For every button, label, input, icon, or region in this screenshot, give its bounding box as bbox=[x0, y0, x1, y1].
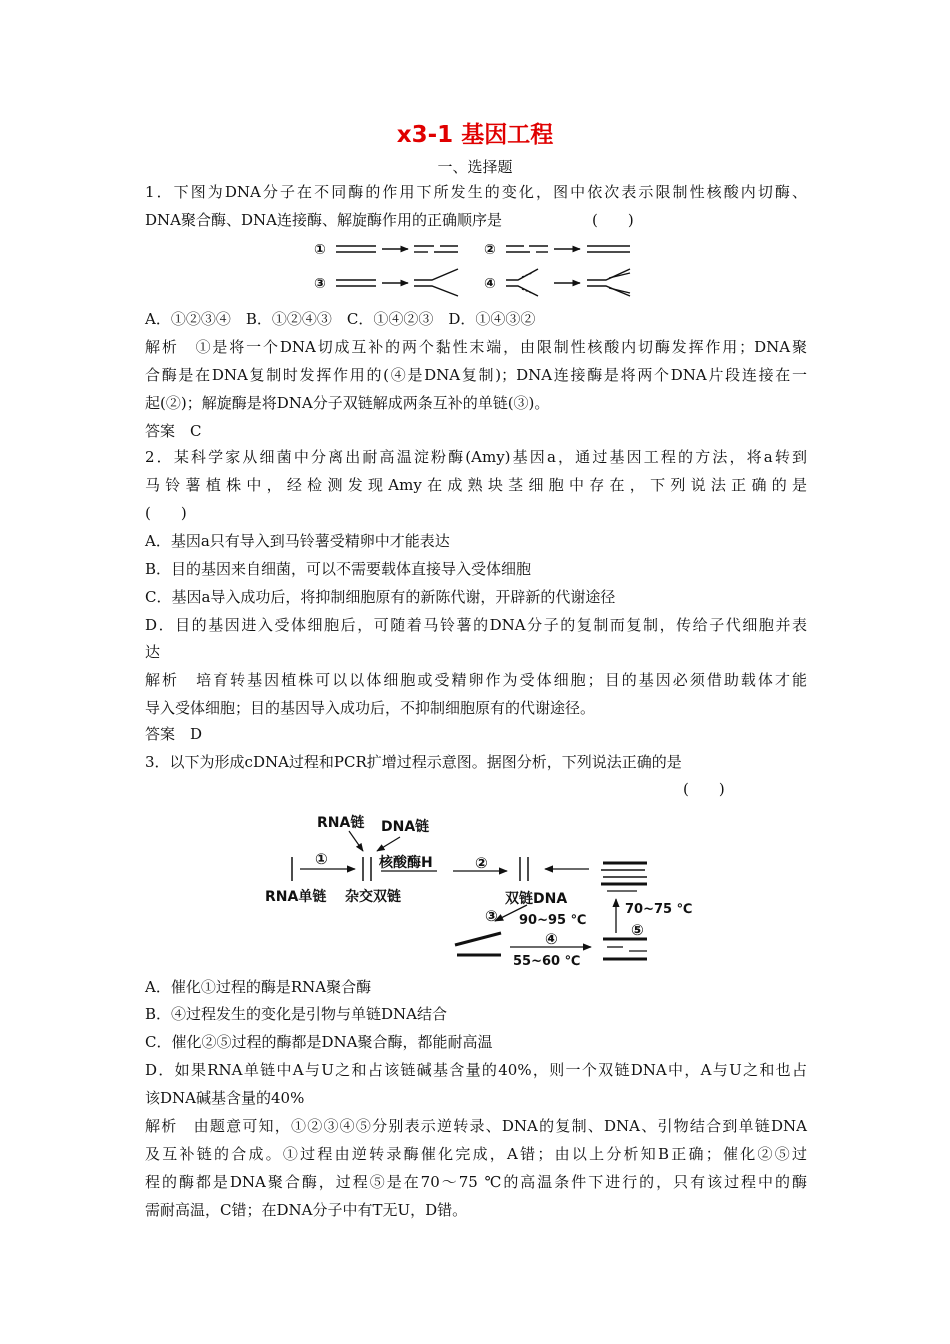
q2-option-d-line2: 达 bbox=[145, 643, 161, 661]
q3-analysis-line1: 解析 由题意可知，①②③④⑤分别表示逆转录、DNA的复制、DNA、引物结合到单链DNA bbox=[145, 1117, 807, 1135]
page-title: x3-1 基因工程 bbox=[396, 122, 554, 148]
q2-analysis-line2: 导入受体细胞；目的基因导入成功后，不抑制细胞原有的代谢途径。 bbox=[145, 699, 596, 717]
q3-label-rna-single: RNA单链 bbox=[265, 889, 327, 905]
q3-label-step5: ⑤ bbox=[631, 921, 644, 939]
q2-option-a: A．基因a只有导入到马铃薯受精卵中才能表达 bbox=[145, 532, 450, 550]
q1-options: A．①②③④ B．①②④③ C．①④②③ D．①④③② bbox=[145, 310, 536, 328]
q3-label-temp4: 55~60 ℃ bbox=[513, 954, 581, 969]
q3-option-c: C．催化②⑤过程的酶都是DNA聚合酶，都能耐高温 bbox=[145, 1033, 493, 1051]
q3-analysis-line3: 程的酶都是DNA聚合酶，过程⑤是在70～75 ℃的高温条件下进行的，只有该过程中的酶 bbox=[145, 1173, 807, 1191]
q3-label-step3: ③ bbox=[485, 907, 498, 925]
q2-stem-line2: 马铃薯植株中，经检测发现Amy在成熟块茎细胞中存在，下列说法正确的是 bbox=[145, 476, 807, 494]
q3-option-d-line1: D．如果RNA单链中A与U之和占该链碱基含量的40%，则一个双链DNA中，A与U之和也占 bbox=[145, 1061, 807, 1079]
q1-analysis-line2: 合酶是在DNA复制时发挥作用的(④是DNA复制)；DNA连接酶是将两个DNA片段连接在一 bbox=[145, 366, 807, 384]
q3-label-hybrid: 杂交双链 bbox=[345, 889, 401, 905]
q2-analysis-line1: 解析 培育转基因植株可以以体细胞或受精卵作为受体细胞；目的基因必须借助载体才能 bbox=[145, 671, 807, 689]
q3-label-step1: ① bbox=[315, 850, 328, 868]
q2-stem-line3: ( ) bbox=[145, 504, 187, 522]
q2-stem-line1: 2．某科学家从细菌中分离出耐高温淀粉酶(Amy)基因a，通过基因工程的方法，将a转到 bbox=[145, 448, 807, 466]
q3-label-step4: ④ bbox=[545, 930, 558, 948]
q2-option-c: C．基因a导入成功后，将抑制细胞原有的新陈代谢，开辟新的代谢途径 bbox=[145, 588, 616, 606]
q3-stem-line1: 3．以下为形成cDNA过程和PCR扩增过程示意图。据图分析，下列说法正确的是 bbox=[145, 753, 682, 771]
q3-analysis-line4: 需耐高温，C错；在DNA分子中有T无U，D错。 bbox=[145, 1201, 468, 1219]
q1-answer: 答案 C bbox=[145, 422, 202, 440]
q2-answer: 答案 D bbox=[145, 725, 203, 743]
q2-option-d-line1: D．目的基因进入受体细胞后，可随着马铃薯的DNA分子的复制而复制，传给子代细胞并表 bbox=[145, 616, 807, 634]
q3-option-b: B．④过程发生的变化是引物与单链DNA结合 bbox=[145, 1005, 448, 1023]
q3-label-temp3: 90~95 ℃ bbox=[519, 913, 587, 928]
q3-label-dna-chain: DNA链 bbox=[381, 819, 430, 835]
q3-figure bbox=[255, 805, 705, 970]
section-heading: 一、选择题 bbox=[437, 158, 513, 176]
q1-fig-label-1: ① bbox=[314, 242, 326, 258]
q3-label-rna-chain: RNA链 bbox=[317, 815, 365, 831]
q1-stem-line2: DNA聚合酶、DNA连接酶、解旋酶作用的正确顺序是 ( ) bbox=[145, 211, 634, 229]
q1-fig-label-4: ④ bbox=[484, 276, 496, 292]
q3-label-step2: ② bbox=[475, 854, 488, 872]
q3-analysis-line2: 及互补链的合成。①过程由逆转录酶催化完成，A错；由以上分析知B正确；催化②⑤过 bbox=[145, 1145, 807, 1163]
q3-label-rnase: 核酸酶H bbox=[379, 855, 433, 871]
q3-label-ds-dna: 双链DNA bbox=[505, 891, 568, 907]
q2-option-b: B．目的基因来自细菌，可以不需要载体直接导入受体细胞 bbox=[145, 560, 532, 578]
q3-option-a: A．催化①过程的酶是RNA聚合酶 bbox=[145, 978, 372, 996]
q1-stem-line1: 1．下图为DNA分子在不同酶的作用下所发生的变化，图中依次表示限制性核酸内切酶、 bbox=[145, 183, 807, 201]
q3-stem-line2: ( ) bbox=[683, 780, 725, 798]
q1-fig-label-3: ③ bbox=[314, 276, 326, 292]
q1-analysis-line3: 起(②)；解旋酶是将DNA分子双链解成两条互补的单链(③)。 bbox=[145, 394, 550, 412]
q3-label-temp5: 70~75 ℃ bbox=[625, 902, 693, 917]
q3-option-d-line2: 该DNA碱基含量的40% bbox=[145, 1089, 305, 1107]
q1-fig-label-2: ② bbox=[484, 242, 496, 258]
q1-analysis-line1: 解析 ①是将一个DNA切成互补的两个黏性末端，由限制性核酸内切酶发挥作用；DNA聚 bbox=[145, 338, 807, 356]
q1-figure bbox=[310, 236, 640, 300]
